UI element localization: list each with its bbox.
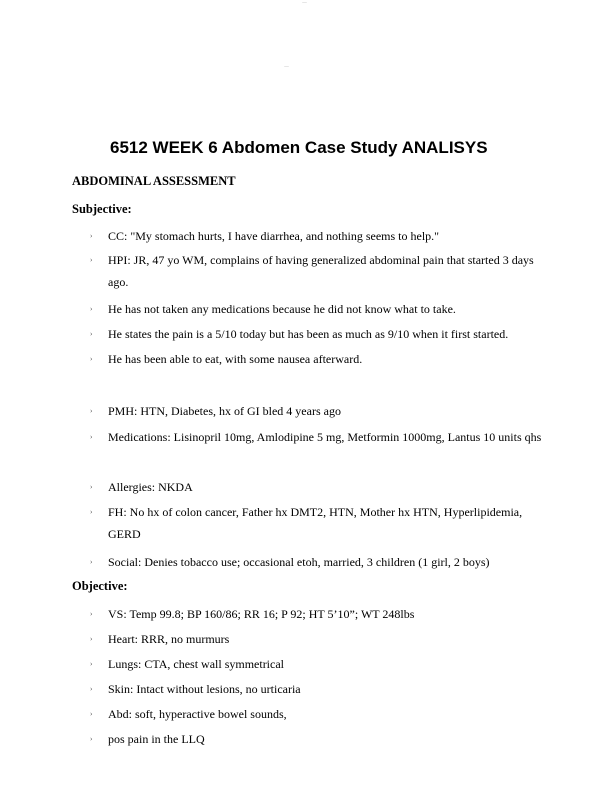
bullet-icon: ›: [90, 710, 93, 718]
section-heading: ABDOMINAL ASSESSMENT: [72, 174, 236, 188]
subjective-heading: Subjective:: [72, 202, 132, 216]
bullet-icon: ›: [90, 635, 93, 643]
list-item-text: Allergies: NKDA: [108, 480, 193, 494]
list-item-text: Skin: Intact without lesions, no urticaria: [108, 682, 301, 696]
list-item-text: PMH: HTN, Diabetes, hx of GI bled 4 years ago: [108, 404, 341, 418]
list-item: [90, 603, 550, 625]
list-item-text: He has not taken any medications because he did not know what to take.: [108, 302, 456, 316]
bullet-icon: ›: [90, 330, 93, 338]
header-mark-top: —: [302, 0, 307, 6]
list-item: [90, 400, 550, 422]
header-mark-mid: —: [284, 64, 289, 70]
list-item: [90, 323, 550, 345]
list-item: [90, 728, 550, 750]
bullet-icon: ›: [90, 610, 93, 618]
bullet-icon: ›: [90, 232, 93, 240]
list-item-text: Social: Denies tobacco use; occasional etoh, married, 3 children (1 girl, 2 boys): [108, 555, 490, 569]
list-item: [90, 348, 550, 370]
list-item: [90, 501, 550, 545]
list-item: [90, 628, 550, 650]
bullet-icon: ›: [90, 483, 93, 491]
bullet-icon: ›: [90, 256, 93, 264]
list-item-text: He states the pain is a 5/10 today but has been as much as 9/10 when it first started.: [108, 327, 509, 341]
list-item-text: HPI: JR, 47 yo WM, complains of having generalized abdominal pain that started 3 days ago.: [108, 253, 534, 289]
list-item: [90, 703, 550, 725]
list-item: [90, 426, 550, 448]
list-item-text: He has been able to eat, with some nausea afterward.: [108, 352, 363, 366]
objective-heading: Objective:: [72, 579, 128, 593]
list-item-text: CC: "My stomach hurts, I have diarrhea, and nothing seems to help.": [108, 229, 440, 243]
bullet-icon: ›: [90, 433, 93, 441]
list-item-text: Lungs: CTA, chest wall symmetrical: [108, 657, 285, 671]
bullet-icon: ›: [90, 508, 93, 516]
bullet-icon: ›: [90, 407, 93, 415]
list-item-text: Medications: Lisinopril 10mg, Amlodipine 5 mg, Metformin 1000mg, Lantus 10 units qhs: [108, 430, 542, 444]
document-title: 6512 WEEK 6 Abdomen Case Study ANALISYS: [110, 138, 488, 157]
list-item-text: VS: Temp 99.8; BP 160/86; RR 16; P 92; HT 5’10”; WT 248lbs: [108, 607, 415, 621]
bullet-icon: ›: [90, 735, 93, 743]
list-item: [90, 225, 550, 247]
list-item: [90, 249, 550, 293]
bullet-icon: ›: [90, 660, 93, 668]
bullet-icon: ›: [90, 355, 93, 363]
list-item: [90, 551, 550, 573]
list-item-text: Abd: soft, hyperactive bowel sounds,: [108, 707, 287, 721]
list-item: [90, 298, 550, 320]
bullet-icon: ›: [90, 558, 93, 566]
bullet-icon: ›: [90, 305, 93, 313]
list-item-text: pos pain in the LLQ: [108, 732, 205, 746]
list-item: [90, 653, 550, 675]
list-item-text: Heart: RRR, no murmurs: [108, 632, 230, 646]
bullet-icon: ›: [90, 685, 93, 693]
list-item: [90, 678, 550, 700]
list-item-text: FH: No hx of colon cancer, Father hx DMT2, HTN, Mother hx HTN, Hyperlipidemia, GERD: [108, 505, 523, 541]
list-item: [90, 476, 550, 498]
